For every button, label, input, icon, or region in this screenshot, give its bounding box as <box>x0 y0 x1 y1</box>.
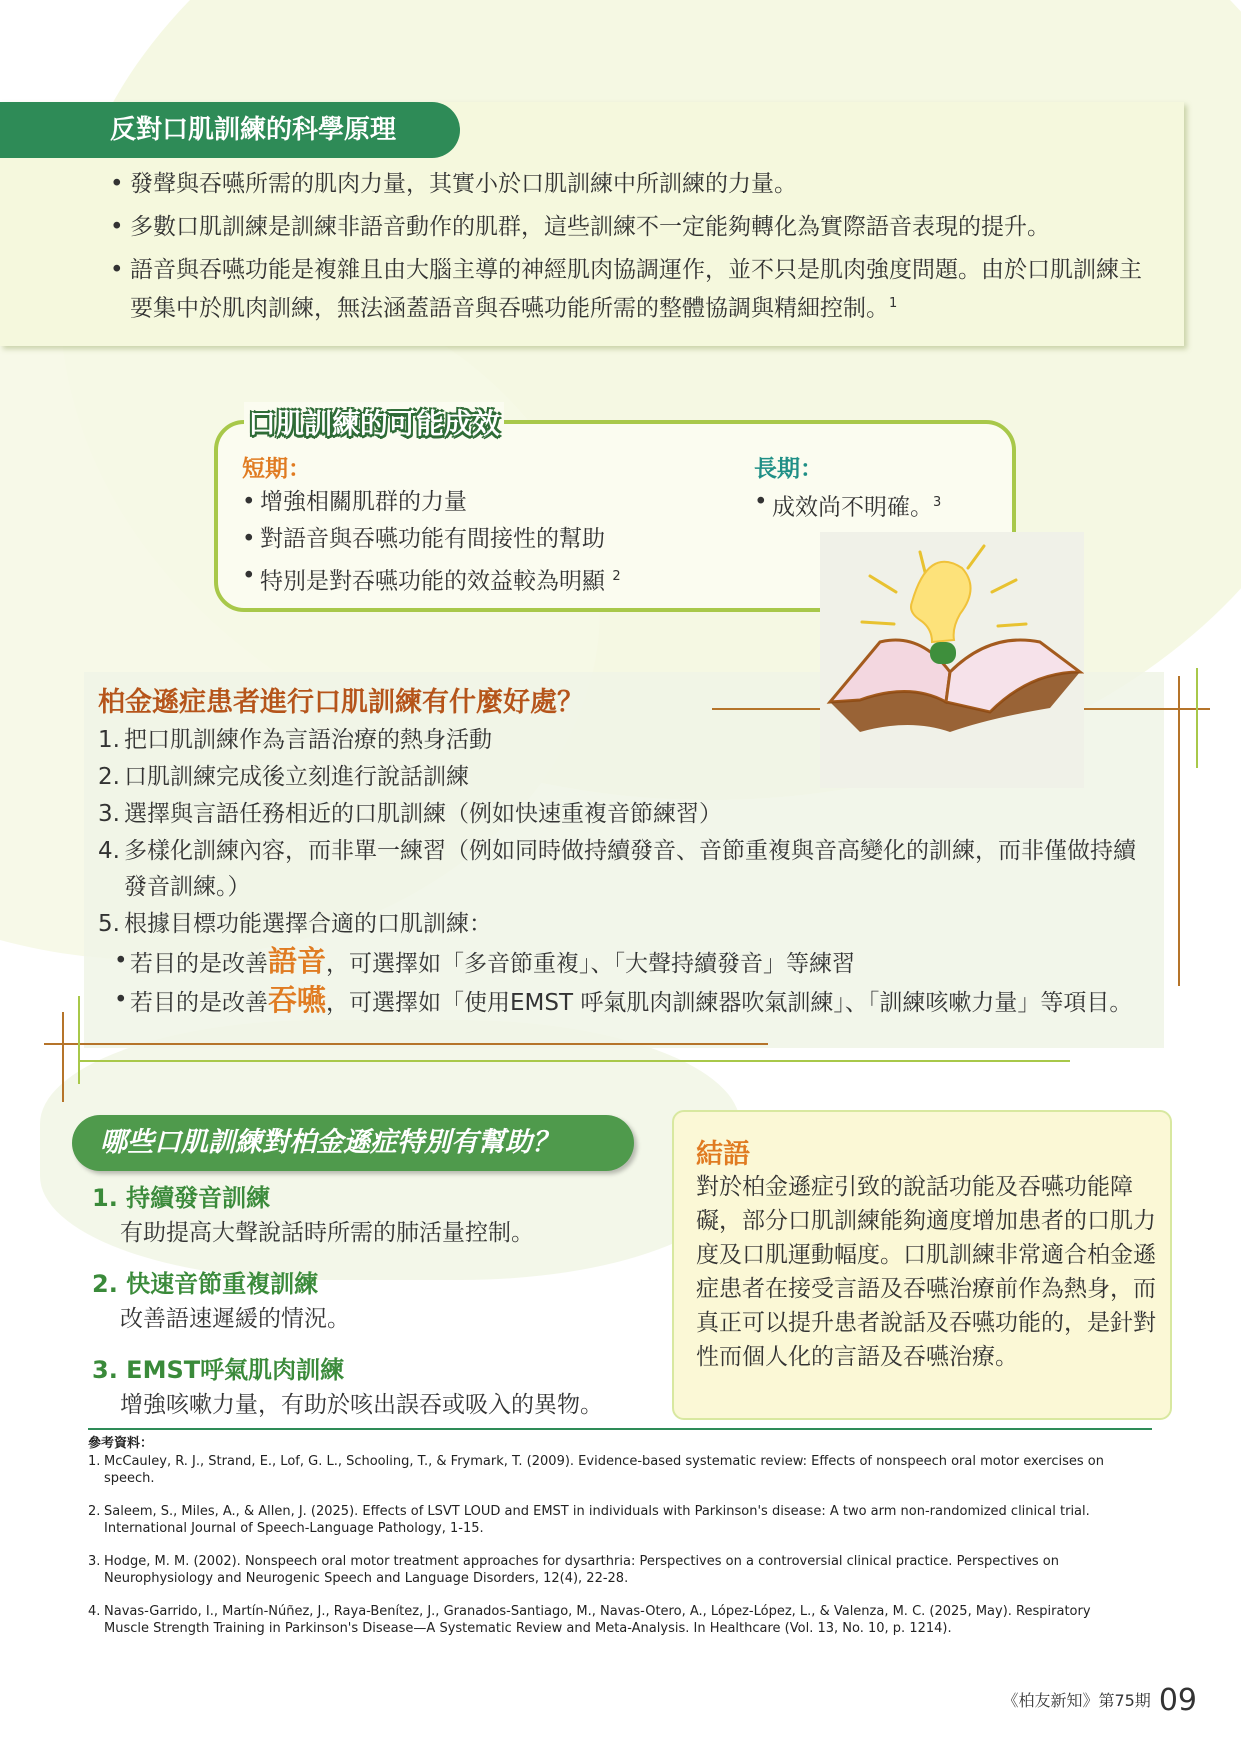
page-footer <box>1002 1683 1197 1718</box>
list-item: • 增強相關肌群的力量 <box>242 484 621 521</box>
reference-item: 4. Navas-Garrido, I., Martín-Núñez, J., Raya-Benítez, J., Granados-Santiago, M., Navas-Otero, A., López-López, L., & Valenza, M. C. (2025, May). Respiratory Muscle Strength Training in Parkinson's Disease—A Systematic Review and Meta-Analysis. In Healthcare (Vol. 13, No. 10, p. 1214). <box>88 1604 1091 1636</box>
list-item: 2. 口肌訓練完成後立刻進行說話訓練 <box>98 764 469 790</box>
section-title: 口肌訓練的可能成效 <box>244 402 504 442</box>
lightbulb-book-icon <box>820 532 1084 788</box>
bullet-item: • 多數口肌訓練是訓練非語音動作的肌群，這些訓練不一定能夠轉化為實際語音表現的提升。 <box>110 211 1160 244</box>
divider <box>62 1012 64 1102</box>
long-term-list <box>754 484 941 527</box>
citation: 2 <box>612 569 621 584</box>
short-term-list <box>242 484 621 601</box>
bullet-item: • 語音與吞嚥功能是複雜且由大腦主導的神經肌肉協調運作，並不只是肌肉強度問題。由於口肌訓練主要集中於肌肉訓練，無法涵蓋語音與吞嚥功能所需的整體協調與精細控制。$^1$ <box>110 254 1160 326</box>
page-number: 09 <box>1158 1683 1197 1718</box>
bullet-item: • 發聲與吞嚥所需的肌肉力量，其實小於口肌訓練中所訓練的力量。 <box>110 168 1160 201</box>
helpful-trainings-list <box>92 1180 652 1438</box>
references <box>88 1432 1128 1653</box>
list-item: • 成效尚不明確。$^3$ <box>754 484 941 527</box>
list-item: 3. EMST呼氣肌肉訓練 增強咳嗽力量，有助於咳出誤吞或吸入的異物。 <box>92 1356 603 1418</box>
list-item: 1. 把口肌訓練作為言語治療的熱身活動 <box>98 727 492 753</box>
section-title: 反對口肌訓練的科學原理 <box>0 102 460 158</box>
reference-item: 2. Saleem, S., Miles, A., & Allen, J. (2025). Effects of LSVT LOUD and EMST in individuals with Parkinson's disease: A two arm non-randomized clinical trial. International Journal of Speech-Language Pathology, 1-15. <box>88 1504 1090 1536</box>
conclusion-title: 結語 <box>696 1139 750 1170</box>
list-item: 5. 根據目標功能選擇合適的口肌訓練： <box>98 911 492 937</box>
lightbulb-book-illustration <box>820 532 1084 788</box>
divider <box>44 1043 768 1045</box>
section-title: 哪些口肌訓練對柏金遜症特別有幫助？ <box>72 1115 634 1171</box>
bullet-list <box>110 168 1160 336</box>
list-item: 2. 快速音節重複訓練 改善語速遲緩的情況。 <box>92 1270 350 1332</box>
citation: 3 <box>933 495 942 510</box>
section-title: 柏金遜症患者進行口肌訓練有什麼好處？ <box>98 687 584 718</box>
list-item: 4. 多樣化訓練內容，而非單一練習（例如同時做持續發音、音節重複與音高變化的訓練，而非僅做持續發音訓練。） <box>98 838 1136 900</box>
divider <box>88 1428 1152 1430</box>
sub-item-swallow: • 若目的是改善吞嚥，可選擇如「使用EMST 呼氣肌肉訓練器吹氣訓練」、「訓練咳嗽力量」等項目。 <box>98 982 1148 1021</box>
divider <box>1196 668 1198 768</box>
sub-item-speech: • 若目的是改善語音，可選擇如「多音節重複」、「大聲持續發音」等練習 <box>98 943 1148 982</box>
references-title: 參考資料： <box>88 1436 154 1451</box>
divider <box>78 996 80 1084</box>
conclusion-box <box>672 1110 1172 1420</box>
conclusion-body: 對於柏金遜症引致的說話功能及吞嚥功能障礙，部分口肌訓練能夠適度增加患者的口肌力度及口肌運動幅度。口肌訓練非常適合柏金遜症患者在接受言語及吞嚥治療前作為熱身，而真正可以提升患者說話及吞嚥功能的，是針對性而個人化的言語及吞嚥治療。 <box>696 1174 1156 1370</box>
reference-item: 1. McCauley, R. J., Strand, E., Lof, G. L., Schooling, T., & Frymark, T. (2009). Evidence-based systematic review: Effects of nonspeech oral motor exercises on speech. <box>88 1454 1104 1486</box>
long-term-heading: 長期： <box>754 456 823 482</box>
list-item: 1. 持續發音訓練 有助提高大聲說話時所需的肺活量控制。 <box>92 1184 534 1246</box>
list-item: • 對語音與吞嚥功能有間接性的幫助 <box>242 521 621 558</box>
list-item: • 特別是對吞嚥功能的效益較為明顯 $^2$ <box>242 558 621 601</box>
citation: 1 <box>889 296 898 311</box>
short-term-heading: 短期： <box>242 456 311 482</box>
publication-name: 《柏友新知》第75期 <box>1002 1691 1151 1710</box>
divider <box>78 1060 1070 1062</box>
science-against-panel <box>0 102 1184 346</box>
divider <box>1178 676 1180 986</box>
list-item: 3. 選擇與言語任務相近的口肌訓練（例如快速重複音節練習） <box>98 801 722 827</box>
reference-item: 3. Hodge, M. M. (2002). Nonspeech oral motor treatment approaches for dysarthria: Perspectives on a controversial clinical practice. Perspectives on Neurophysiology and Neurogenic Speech and Language Disorders, 12(4), 22-28. <box>88 1554 1059 1586</box>
